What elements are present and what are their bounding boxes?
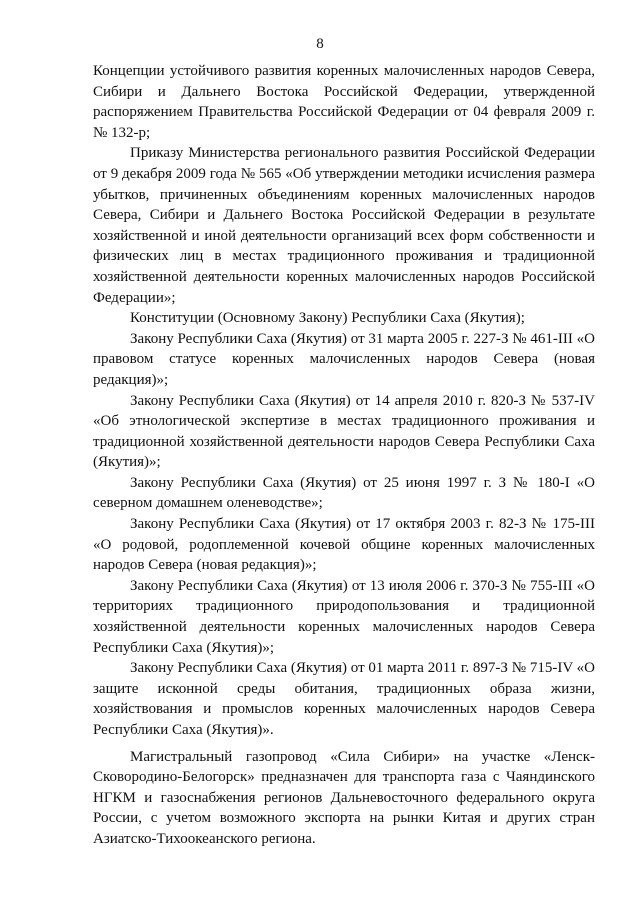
paragraph-pipeline-description: Магистральный газопровод «Сила Сибири» на участке «Ленск-Сковородино-Белогорск» предназначен для транспорта газа с Чаяндинского НГКМ и газоснабжения регионов Дальневосточного федерального округа России, с учетом возможного экспорта на рынки Китая и других стран Азиатско-Тихоокеанского региона. <box>93 748 595 847</box>
paragraph-law-legal-status: Закону Республики Саха (Якутия) от 31 марта 2005 г. 227-З № 461-III «О правовом статусе коренных малочисленных народов Севера (новая редакция)»; <box>93 330 595 388</box>
paragraph-law-ethnological-expertise: Закону Республики Саха (Якутия) от 14 апреля 2010 г. 820-З № 537-IV «Об этнологической экспертизе в местах традиционного проживания и традиционной хозяйственной деятельности народов Севера Республики Саха (Якутия)»; <box>93 392 595 471</box>
paragraph-law-reindeer-herding: Закону Республики Саха (Якутия) от 25 июня 1997 г. З № 180-I «О северном домашнем оленеводстве»; <box>93 474 595 512</box>
paragraph-constitution: Конституции (Основному Закону) Республики Саха (Якутия); <box>130 310 525 327</box>
page-number: 8 <box>316 36 324 52</box>
paragraph-law-traditional-territories: Закону Республики Саха (Якутия) от 13 июля 2006 г. 370-З № 755-III «О территориях традиционного природопользования и традиционной хозяйственной деятельности коренных малочисленных народов Севера Республики Саха (Якутия)»; <box>93 577 595 656</box>
paragraph-ministry-order: Приказу Министерства регионального развития Российской Федерации от 9 декабря 2009 года № 565 «Об утверждении методики исчисления размера убытков, причиненных объединениям коренных малочисленных народов Севера, Сибири и Дальнего Востока Российской Федерации в результате хозяйственной и иной деятельности организаций всех форм собственности и физических лиц в местах традиционного проживания и традиционной хозяйственной деятельности коренных малочисленных народов Российской Федерации»; <box>93 145 595 306</box>
document-body <box>93 61 595 850</box>
paragraph-concept-reference: Концепции устойчивого развития коренных малочисленных народов Севера, Сибири и Дальнего Востока Российской Федерации, утвержденной распоряжением Правительства Российской Федерации от 04 февраля 2009 г. № 132-р; <box>93 63 595 141</box>
paragraph-law-nomadic-community: Закону Республики Саха (Якутия) от 17 октября 2003 г. 82-З № 175-III «О родовой, родоплеменной кочевой общине коренных малочисленных народов Севера (новая редакция)»; <box>93 516 595 574</box>
paragraph-law-habitat-protection: Закону Республики Саха (Якутия) от 01 марта 2011 г. 897-З № 715-IV «О защите исконной среды обитания, традиционных образа жизни, хозяйствования и промыслов коренных малочисленных народов Севера Республики Саха (Якутия)». <box>93 660 595 738</box>
